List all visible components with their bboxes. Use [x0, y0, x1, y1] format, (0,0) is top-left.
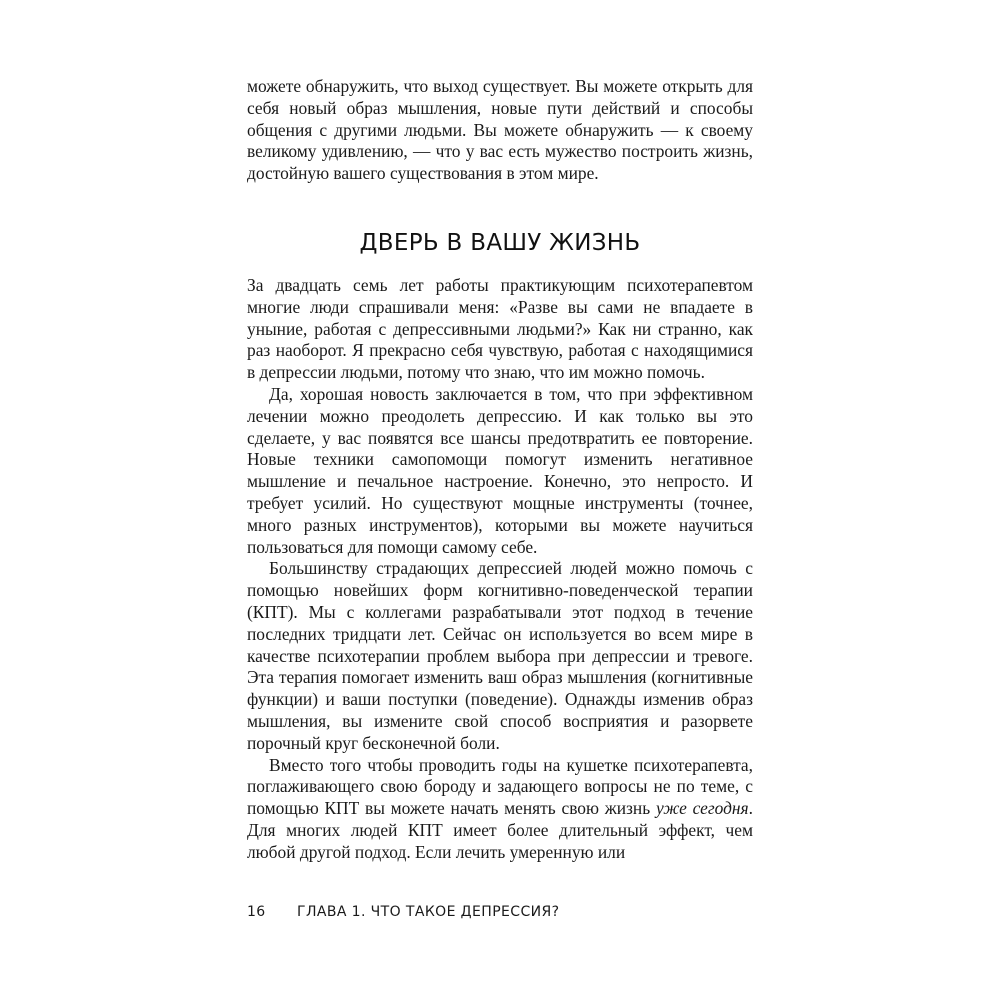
chapter-title: ГЛАВА 1. ЧТО ТАКОЕ ДЕПРЕССИЯ?	[297, 904, 560, 920]
paragraph-3: Большинству страдающих депрессией людей можно помочь с помощью новейших форм когнитивно-поведенческой терапии (КПТ). Мы с коллегами разрабатывали этот подход в течение последних тридцати лет. Сейчас он используется во всем мире в качестве психотерапии проблем выбора при депрессии и тревоге. Эта терапия помогает изменить ваш образ мышления (когнитивные функции) и ваши поступки (поведение). Однажды изменив образ мышления, вы измените свой способ восприятия и разорвете порочный круг бесконечной боли.	[247, 558, 753, 753]
section-heading: ДВЕРЬ В ВАШУ ЖИЗНЬ	[359, 230, 641, 256]
paragraph-4-emphasis: уже сегодня	[655, 798, 749, 819]
intro-paragraph: можете обнаружить, что выход существует. Вы можете открыть для себя новый образ мышления, новые пути действий и способы общения с другими людьми. Вы можете обнаружить — к своему великому удивлению, — что у вас есть мужество построить жизнь, достойную вашего существования в этом мире.	[247, 76, 753, 184]
page-footer	[247, 904, 559, 920]
paragraph-4-end: . Для многих людей КПТ имеет более длительный эффект, чем любой другой подход. Если лечить умеренную или	[247, 798, 753, 862]
main-text	[247, 275, 753, 864]
intro-text	[247, 76, 753, 185]
paragraph-2: Да, хорошая новость заключается в том, что при эффективном лечении можно преодолеть депрессию. И как только вы это сделаете, у вас появятся все шансы предотвратить ее повторение. Новые техники самопомощи помогут изменить негативное мышление и печальное настроение. Конечно, это непросто. И требует усилий. Но существуют мощные инструменты (точнее, много разных инструментов), которыми вы можете научиться пользоваться для помощи самому себе.	[247, 383, 753, 557]
paragraph-1: За двадцать семь лет работы практикующим психотерапевтом многие люди спрашивали меня: «Разве вы сами не впадаете в уныние, работая с депрессивными людьми?» Как ни странно, как раз наоборот. Я прекрасно себя чувствую, работая с находящимися в депрессии людьми, потому что знаю, что им можно помочь.	[247, 275, 753, 383]
paragraph-4-start: Вместо того чтобы проводить годы на кушетке психотерапевта, поглаживающего свою бороду и задающего вопросы не по теме, с помощью КПТ вы можете начать менять свою жизнь	[247, 754, 753, 819]
paragraph-4	[247, 755, 753, 864]
page-number: 16	[247, 904, 266, 920]
